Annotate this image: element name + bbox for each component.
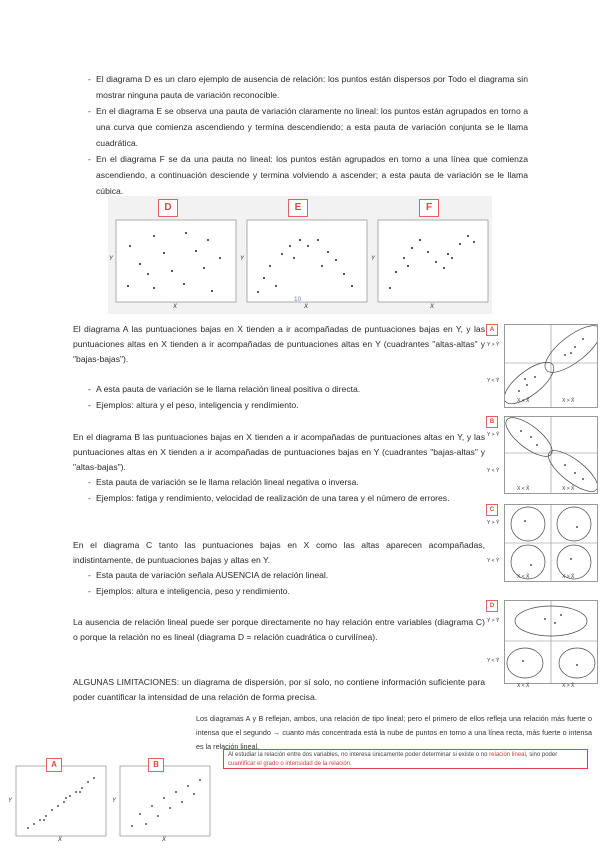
side-plot-c [504,504,598,582]
bullet-text: En el diagrama E se observa una pauta de variación claramente no lineal: los puntos están agrupados en torno a una curva que comienza ascendiendo y termina descendiendo; a esta pauta de variación conjunta se le llama cuadrática. [96,106,528,148]
side-plot-b-svg [505,417,597,493]
bottom-y-axis-a: Y [8,798,13,804]
red-box-part2: relación lineal [489,752,526,758]
side-plot-a-svg [505,325,597,407]
y-axis-label-e: Y [240,256,245,262]
y-axis-label-f: Y [371,256,376,262]
side-label-c: C [486,504,498,516]
red-box-note [223,749,588,769]
paragraph-diagram-a: El diagrama A las puntuaciones bajas en X tienden a ir acompañadas de puntuaciones bajas en Y, y las puntuaciones altas en X tienden a ir acompañadas de puntuaciones altas en Y (cuadrantes "altas-altas" y "bajas-bajas"). [73,324,485,364]
red-box-part1: Al estudiar la relación entre dos variables, no interesa únicamente poder determinar si existe o no [228,752,490,758]
side-c-y-high: Y > Ȳ [487,520,500,526]
bullet-text: El diagrama D es un claro ejemplo de ausencia de relación: los puntos están dispersos por Todo el diagrama sin mostrar ninguna pauta de variación reconocible. [96,74,528,100]
limitations-text: un diagrama de dispersión, por sí solo, no contiene información suficiente para poder cuantificar la intensidad de una relación de forma precisa. [73,677,485,702]
item-text: Ejemplos: fatiga y rendimiento, velocidad de realización de una tarea y el número de errores. [96,493,450,503]
red-box-part4: cuantificar el grado o intensidad de la relación. [228,761,352,767]
side-plot-d [504,600,598,684]
bullet-diagram-d: - El diagrama D es un claro ejemplo de ausencia de relación: los puntos están dispersos por Todo el diagrama sin mostrar ninguna pauta de variación reconocible. [88,74,528,100]
page-number: 10 [294,296,302,303]
item-text: A esta pauta de variación se le llama relación lineal positiva o directa. [96,384,361,394]
bottom-note: Los diagramas A y B reflejan, ambos, una relación de tipo lineal; pero el primero de ellos refleja una relación más fuerte o intensa que el segundo → cuanto más concentrada está la nube de puntos en torno a una línea recta, más fuerte o intensa es la relación lineal. [196,714,592,751]
paragraph-absence: La ausencia de relación lineal puede ser porque directamente no hay relación entre variables (diagrama C) o porque la relación no es lineal (diagrama D = relación cuadrática o curvilínea). [73,617,485,642]
side-a-y-low: Y < Ȳ [487,378,500,384]
paragraph-diagram-b: En el diagrama B las puntuaciones bajas en X tienden a ir acompañadas de puntuaciones altas en Y, y las puntuaciones altas en X tienden a ir acompañadas de puntuaciones bajas en Y (cuadrantes "bajas-altas" y "altas-bajas"). [73,432,485,472]
side-figure [484,320,598,692]
bottom-figure [8,758,216,844]
item-a-1: - A esta pauta de variación se le llama relación lineal positiva o directa. [88,384,361,394]
x-axis-label-e: X [304,304,309,310]
paragraph-limitations [73,675,485,705]
bottom-y-axis-b: Y [112,798,117,804]
side-plot-a [504,324,598,408]
bottom-x-axis-b: X [162,837,167,843]
side-a-x-high: X > X̄ [562,398,575,404]
side-a-y-high: Y > Ȳ [487,342,500,348]
item-text: Ejemplos: altura y el peso, inteligencia y rendimiento. [96,400,299,410]
side-d-y-low: Y < Ȳ [487,658,500,664]
side-b-x-low: X < X̄ [517,486,530,492]
side-plot-b [504,416,598,494]
bullet-diagram-f: - En el diagrama F se da una pauta no lineal: los puntos están agrupados en torno a una línea que comienza ascendiendo, a continuación desciende y termina volviendo a ascender; a esta pauta de variación se le llama cúbica. [88,154,528,196]
bullet-diagram-e: - En el diagrama E se observa una pauta de variación claramente no lineal: los puntos están agrupados en torno a una curva que comienza ascendiendo y termina descendiendo; a esta pauta de variación conjunta se le llama cuadrática. [88,106,528,148]
x-axis-label-d: X [173,304,178,310]
limitations-heading: ALGUNAS LIMITACIONES: [73,677,180,687]
item-c-1: - Esta pauta de variación señala AUSENCIA de relación lineal. [88,570,329,580]
item-b-2: - Ejemplos: fatiga y rendimiento, velocidad de realización de una tarea y el número de errores. [88,493,450,503]
figure-label-d: D [158,199,178,217]
item-c-2: - Ejemplos: altura e inteligencia, peso y rendimiento. [88,586,290,596]
side-label-d: D [486,600,498,612]
bottom-label-a: A [46,758,62,772]
figure-def [108,196,492,314]
bottom-x-axis-a: X [58,837,63,843]
paragraph-diagram-c: En el diagrama C tanto las puntuaciones bajas en X como las altas aparecen acompañadas, indistintamente, de puntuaciones bajas y altas en Y. [73,540,485,565]
item-b-1: - Esta pauta de variación se le llama relación lineal negativa o inversa. [88,477,359,487]
item-a-2: - Ejemplos: altura y el peso, inteligencia y rendimiento. [88,400,299,410]
item-text: Esta pauta de variación señala AUSENCIA de relación lineal. [96,570,329,580]
side-label-b: B [486,416,498,428]
red-box-part3: , sino poder [525,752,558,758]
x-axis-label-f: X [430,304,435,310]
side-c-x-high: X > X̄ [562,574,575,580]
side-c-x-low: X < X̄ [517,574,530,580]
side-b-y-high: Y > Ȳ [487,432,500,438]
side-b-y-low: Y < Ȳ [487,468,500,474]
figure-label-f: F [419,199,439,217]
y-axis-label-d: Y [109,256,114,262]
bullet-text: En el diagrama F se da una pauta no lineal: los puntos están agrupados en torno a una línea que comienza ascendiendo, a continuación desciende y termina volviendo a ascender; a esta pauta de variación se le llama cúbica. [96,154,528,196]
item-text: Esta pauta de variación se le llama relación lineal negativa o inversa. [96,477,359,487]
side-plot-c-svg [505,505,597,581]
item-text: Ejemplos: altura e inteligencia, peso y rendimiento. [96,586,290,596]
side-b-x-high: X > X̄ [562,486,575,492]
figure-label-e: E [288,199,308,217]
side-c-y-low: Y < Ȳ [487,558,500,564]
side-plot-d-svg [505,601,597,683]
side-d-x-low: X < X̄ [517,683,530,689]
side-d-y-high: Y > Ȳ [487,618,500,624]
side-a-x-low: X < X̄ [517,398,530,404]
side-d-x-high: X > X̄ [562,683,575,689]
bottom-label-b: B [148,758,164,772]
side-label-a: A [486,324,498,336]
